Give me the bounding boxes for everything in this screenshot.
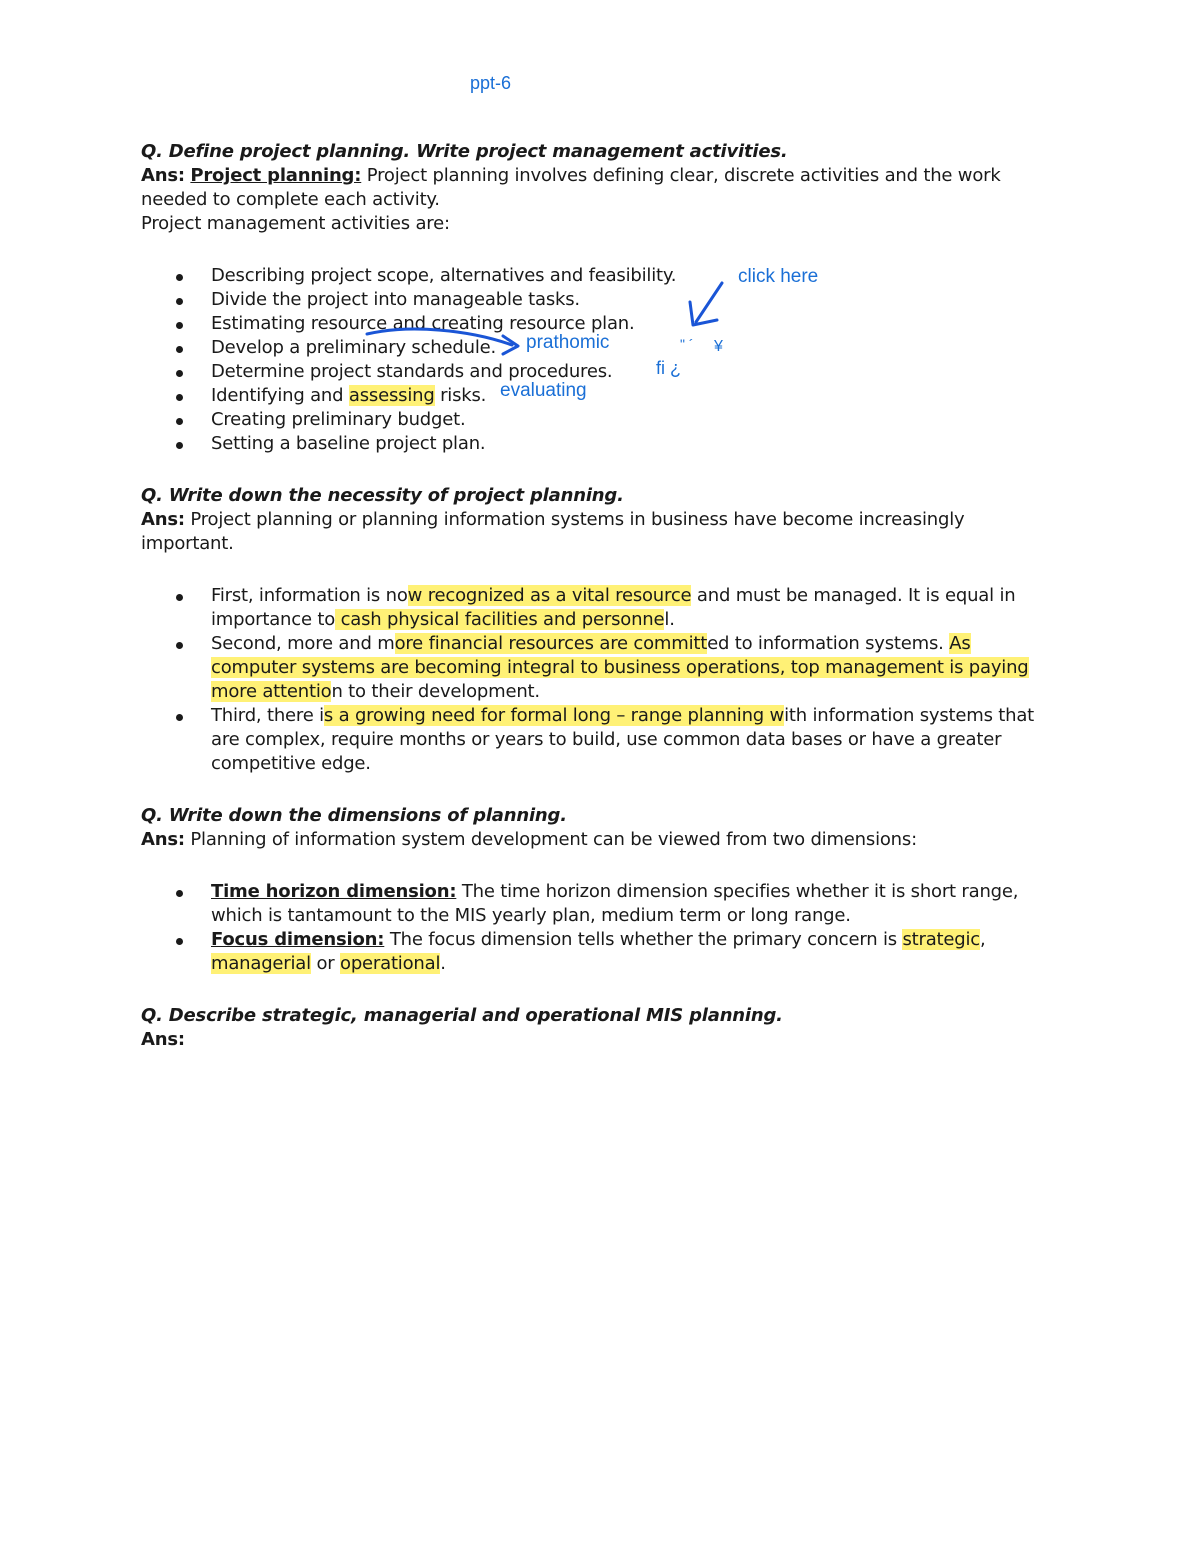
answer-label: Ans: [141,1029,185,1050]
page-header-label: ppt-6 [470,73,512,93]
answer-text: Project planning involves defining clear, discrete activities and the work needed to complete each activity. [141,165,1001,210]
answer-label: Ans: [141,165,185,186]
list-item: Time horizon dimension: The time horizon dimension specifies whether it is short range, which is tantamount to the MIS yearly plan, medium term or long range. [141,880,1061,928]
answer-label: Ans: [141,829,185,850]
annotation-glyphs-2: ¥ [714,338,723,355]
question-1: Q. Define project planning. Write project management activities. [141,141,788,162]
list-item: Develop a preliminary schedule. [141,336,1061,360]
annotation-prathomic: prathomic [526,332,610,353]
pointer-arrow-stroke [696,283,722,322]
list-item: Describing project scope, alternatives and feasibility. [141,264,1061,288]
answer-label: Ans: [141,509,185,530]
list-item: Identifying and assessing risks. [141,384,1061,408]
list-item: Second, more and more financial resources are committed to information systems. As computer systems are becoming integral to business operations, top management is paying more attention to their development. [141,632,1061,704]
highlight: assessing [348,385,435,406]
highlight: w recognized as a vital resource [407,585,692,606]
annotation-evaluating: evaluating [500,380,587,401]
curved-arrow-stroke [367,329,512,345]
list-item: Divide the project into manageable tasks. [141,288,1061,312]
highlight: cash physical facilities and personne [335,609,665,630]
list-item: Determine project standards and procedures. [141,360,1061,384]
annotation-click-here[interactable]: click here [738,266,819,287]
answer-text: Planning of information system development can be viewed from two dimensions: [184,829,917,850]
highlight: ore financial resources are committ [394,633,708,654]
question-3: Q. Write down the dimensions of planning. [141,805,567,826]
list-item: Setting a baseline project plan. [141,432,1061,456]
list-item: First, information is now recognized as a vital resource and must be managed. It is equal in importance to cash physical facilities and personnel. [141,584,1061,632]
list-item: Focus dimension: The focus dimension tells whether the primary concern is strategic, managerial or operational. [141,928,1061,976]
highlight: managerial [211,953,311,974]
question-2: Q. Write down the necessity of project planning. [141,485,624,506]
list-item: Estimating resource and creating resource plan. [141,312,1061,336]
dimension-term: Time horizon dimension: [211,881,457,902]
answer-term: Project planning: [190,165,362,186]
answer-text: Project planning or planning information systems in business have become increasingly important. [141,509,965,554]
list-item: Third, there is a growing need for formal long – range planning with information systems that are complex, require months or years to build, use common data bases or have a greater competitive edge. [141,704,1061,776]
question-4: Q. Describe strategic, managerial and operational MIS planning. [141,1005,783,1026]
pointer-arrow-head-icon [690,302,717,325]
intro-text: Project management activities are: [141,213,450,234]
list-item: Creating preliminary budget. [141,408,1061,432]
highlight: As computer systems are becoming integral to business operations, top management is paying more attentio [211,633,1029,702]
dimension-term: Focus dimension: [211,929,385,950]
annotation-glyphs-1: " ´ [680,336,694,352]
highlight: strategic [902,929,980,950]
highlight: operational [340,953,441,974]
highlight: s a growing need for formal long – range planning w [323,705,785,726]
annotation-glyphs-3: fi ¿ [656,358,681,378]
